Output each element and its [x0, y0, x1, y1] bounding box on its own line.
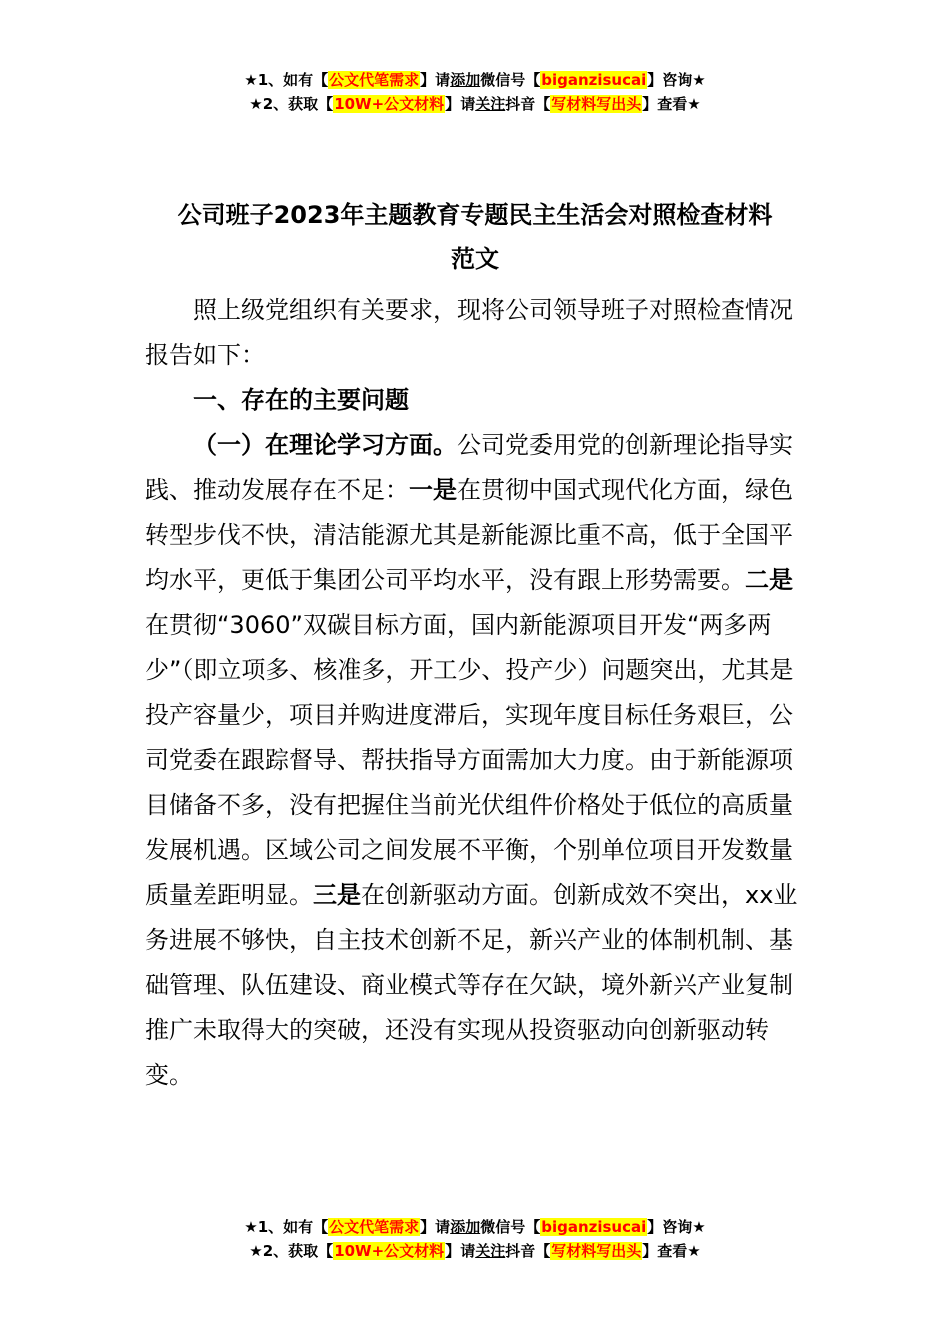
banner-line-1: ★1、如有【公文代笔需求】请添加微信号【biganzisucai】咨询★ — [244, 1218, 706, 1236]
footer-banner — [0, 1215, 950, 1263]
document-title — [0, 193, 950, 281]
paragraph-theory-study: （一）在理论学习方面。公司党委用党的创新理论指导实践、推动发展存在不足：一是在贯彻中国式现代化方面，绿色转型步伐不快，清洁能源尤其是新能源比重不高，低于全国平均水平，更低于集团公司平均水平，没有跟上形势需要。二是在贯彻“3060”双碳目标方面，国内新能源项目开发“两多两少”（即立项多、核准多，开工少、投产少）问题突出，尤其是投产容量少，项目并购进度滞后，实现年度目标任务艰巨，公司党委在跟踪督导、帮扶指导方面需加大力度。由于新能源项目储备不多，没有把握住当前光伏组件价格处于低位的高质量发展机遇。区域公司之间发展不平衡，个别单位项目开发数量质量差距明显。三是在创新驱动方面。创新成效不突出，xx业务进展不够快，自主技术创新不足，新兴产业的体制机制、基础管理、队伍建设、商业模式等存在欠缺，境外新兴产业复制推广未取得大的突破，还没有实现从投资驱动向创新驱动转变。 — [145, 431, 798, 1089]
keyword-first: 一是 — [409, 476, 457, 504]
highlight-service: 公文代笔需求 — [329, 1218, 420, 1236]
highlight-materials: 10W+公文材料 — [334, 95, 445, 113]
highlight-wechat-id: biganzisucai — [541, 1218, 647, 1236]
section-heading: 一、存在的主要问题 — [193, 386, 409, 414]
title-line-2: 范文 — [451, 245, 499, 273]
paragraph-lead: （一）在理论学习方面。 — [193, 431, 457, 459]
intro-paragraph: 照上级党组织有关要求，现将公司领导班子对照检查情况报告如下： — [145, 296, 793, 369]
banner-line-2: ★2、获取【10W+公文材料】请关注抖音【写材料写出头】查看★ — [249, 1242, 701, 1260]
title-line-1: 公司班子2023年主题教育专题民主生活会对照检查材料 — [177, 201, 773, 229]
keyword-second: 二是 — [745, 566, 793, 594]
banner-line-2: ★2、获取【10W+公文材料】请关注抖音【写材料写出头】查看★ — [249, 95, 701, 113]
highlight-douyin: 写材料写出头 — [551, 1242, 642, 1260]
highlight-douyin: 写材料写出头 — [551, 95, 642, 113]
banner-line-1: ★1、如有【公文代笔需求】请添加微信号【biganzisucai】咨询★ — [244, 71, 706, 89]
highlight-materials: 10W+公文材料 — [334, 1242, 445, 1260]
document-body — [145, 288, 810, 1098]
highlight-service: 公文代笔需求 — [329, 71, 420, 89]
highlight-wechat-id: biganzisucai — [541, 71, 647, 89]
header-banner — [0, 68, 950, 116]
keyword-third: 三是 — [313, 881, 361, 909]
